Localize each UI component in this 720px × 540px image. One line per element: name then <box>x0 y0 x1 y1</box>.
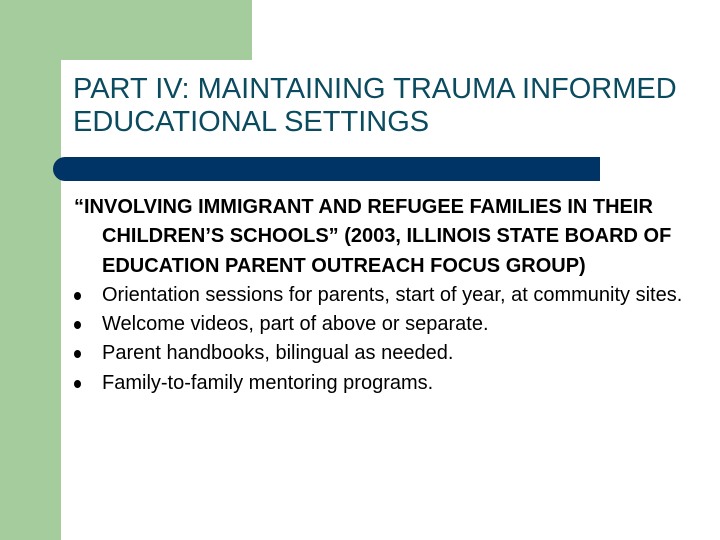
section-heading: “INVOLVING IMMIGRANT AND REFUGEE FAMILIES IN THEIR CHILDREN’S SCHOOLS” (2003, ILLINOIS STATE BOARD OF EDUCATION PARENT OUTREACH FOCUS GROUP) <box>74 196 672 277</box>
bullet-dot-icon <box>74 350 81 358</box>
bullet-item <box>74 281 689 310</box>
green-top-accent <box>0 0 252 60</box>
bullet-item <box>74 310 689 339</box>
bullet-dot-icon <box>74 321 81 329</box>
bullet-item <box>74 339 689 368</box>
title-underline-bar <box>53 157 600 181</box>
bullet-dot-icon <box>74 292 81 300</box>
green-sidebar-accent <box>0 0 61 540</box>
bullet-text: Welcome videos, part of above or separate. <box>102 313 489 336</box>
slide-body <box>74 193 689 398</box>
bullet-text: Parent handbooks, bilingual as needed. <box>102 342 454 365</box>
bullet-dot-icon <box>74 380 81 388</box>
slide-title: PART IV: MAINTAINING TRAUMA INFORMED EDUCATIONAL SETTINGS <box>73 73 677 138</box>
bullet-text: Orientation sessions for parents, start of year, at community sites. <box>102 283 683 306</box>
bullet-item <box>74 369 689 398</box>
bullet-text: Family-to-family mentoring programs. <box>102 371 434 394</box>
bullet-list <box>74 281 689 398</box>
